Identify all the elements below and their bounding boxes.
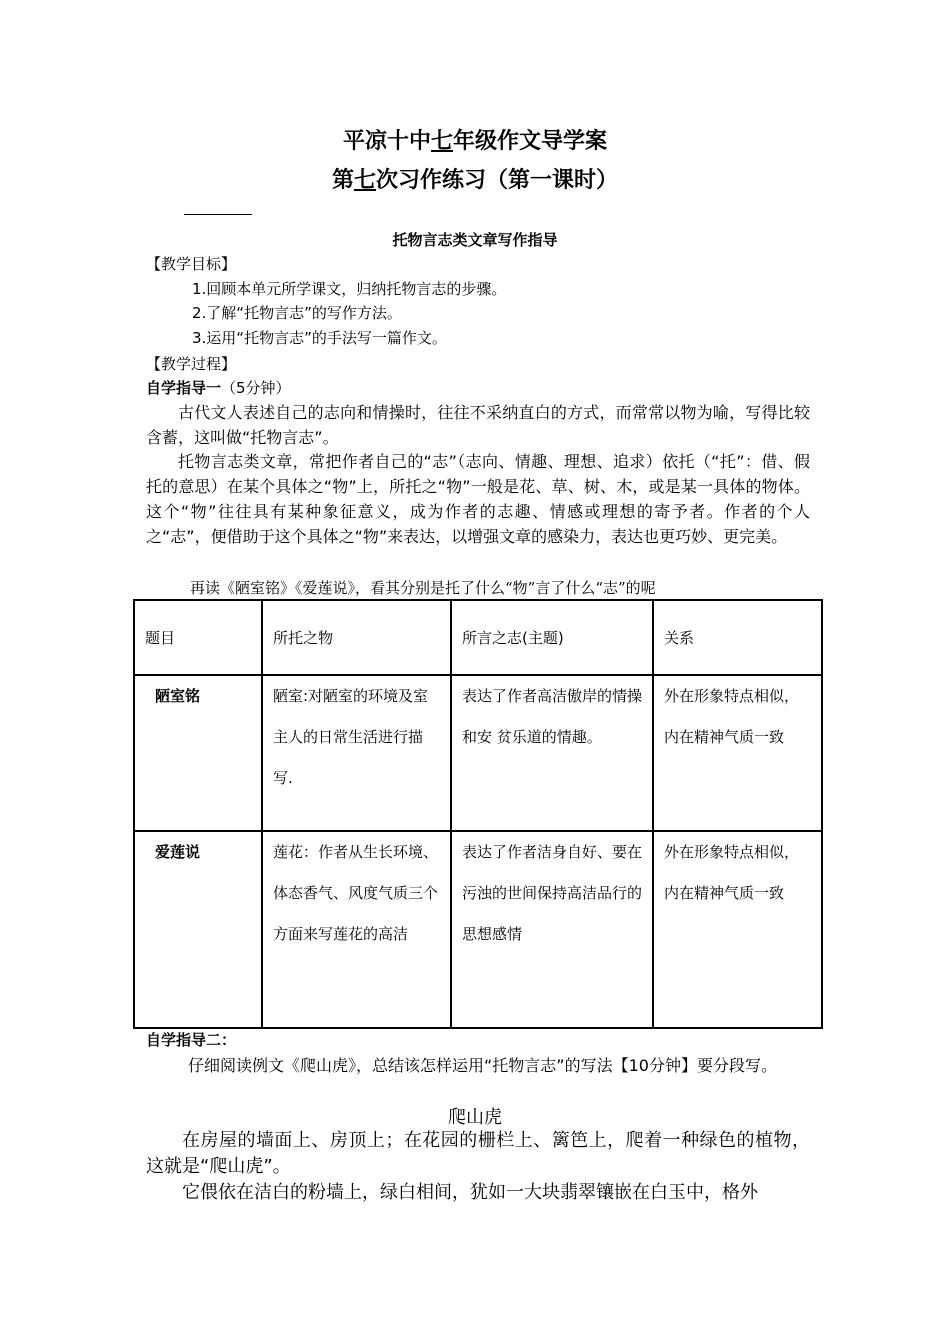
guide1-label: 自学指导一 — [146, 379, 222, 397]
lesson-prefix: 第 — [331, 168, 354, 193]
table-cell-title: 爱莲说 — [134, 831, 262, 1028]
table-row — [134, 831, 822, 1028]
reading-prompt: 再读《陋室铭》《爱莲说》，看其分别是托了什么“物”言了什么“志”的呢 — [190, 579, 656, 597]
lesson-suffix: 次习作练习（第一课时） — [376, 168, 619, 193]
table-cell-theme: 表达了作者洁身自好、要在污浊的世间保持高洁品行的思想感情 — [451, 831, 653, 1028]
essay-title: 爬山虎 — [448, 1107, 502, 1128]
process-heading: 【教学过程】 — [146, 355, 237, 373]
guide1-time: （5分钟） — [221, 379, 291, 397]
subtitle: 托物言志类文章写作指导 — [392, 231, 558, 249]
paragraph-intro: 古代文人表述自己的志向和情操时，往往不采纳直白的方式，而常常以物为喻，写得比较含蓄，这叫做“托物言志”。 — [146, 403, 810, 447]
table-header-row — [134, 600, 822, 675]
paragraph-definition: 托物言志类文章，常把作者自己的“志”（志向、情趣、理想、追求）依托（“托”：借、假托的意思）在某个具体之“物”上，所托之“物”一般是花、草、树、木，或是某一具体的物体。这个“物”往往具有某种象征意义，成为作者的志趣、情感或理想的寄予者。作者的个人之“志”，便借助于这个具体之“物”来表达，以增强文章的感染力，表达也更巧妙、更完美。 — [146, 452, 810, 546]
title-grade: 七 — [430, 129, 453, 154]
table-cell-relation: 外在形象特点相似，内在精神气质一致 — [653, 675, 822, 831]
table-cell-theme: 表达了作者高洁傲岸的情操和安 贫乐道的情趣。 — [451, 675, 653, 831]
title-school: 平凉十中 — [342, 129, 431, 154]
title-suffix: 年级作文导学案 — [453, 129, 608, 154]
table-header-cell: 关系 — [653, 600, 822, 675]
essay-paragraph-2: 它偎依在洁白的粉墙上，绿白相间，犹如一大块翡翠镶嵌在白玉中，格外 — [182, 1182, 758, 1203]
name-blank-line — [184, 214, 252, 215]
essay-paragraph-1: 在房屋的墙面上、房顶上；在花园的栅栏上、篱笆上，爬着一种绿色的植物，这就是“爬山虎”。 — [146, 1130, 810, 1177]
objectives-heading: 【教学目标】 — [146, 255, 237, 273]
table-header-cell: 所托之物 — [262, 600, 451, 675]
lesson-title — [0, 163, 950, 194]
objective-item-2: 2.了解“托物言志”的写作方法。 — [192, 304, 402, 322]
guide1-heading — [146, 377, 291, 399]
guide2-instruction: 仔细阅读例文《爬山虎》，总结该怎样运用“托物言志”的写法【10分钟】要分段写。 — [188, 1056, 777, 1075]
table-header-cell: 所言之志(主题) — [451, 600, 653, 675]
table-cell-relation: 外在形象特点相似，内在精神气质一致 — [653, 831, 822, 1028]
table-header-cell: 题目 — [134, 600, 262, 675]
objective-item-1: 1.回顾本单元所学课文，归纳托物言志的步骤。 — [192, 280, 507, 298]
table-cell-title: 陋室铭 — [134, 675, 262, 831]
comparison-table — [133, 599, 823, 1029]
objective-item-3: 3.运用“托物言志”的手法写一篇作文。 — [192, 329, 447, 347]
table-cell-object: 陋室:对陋室的环境及室主人的日常生活进行描写. — [262, 675, 451, 831]
lesson-number: 七 — [353, 168, 376, 193]
table-row — [134, 675, 822, 831]
table-cell-object: 莲花：作者从生长环境、体态香气、风度气质三个方面来写莲花的高洁 — [262, 831, 451, 1028]
document-title — [0, 124, 950, 155]
guide2-heading: 自学指导二： — [146, 1031, 237, 1049]
